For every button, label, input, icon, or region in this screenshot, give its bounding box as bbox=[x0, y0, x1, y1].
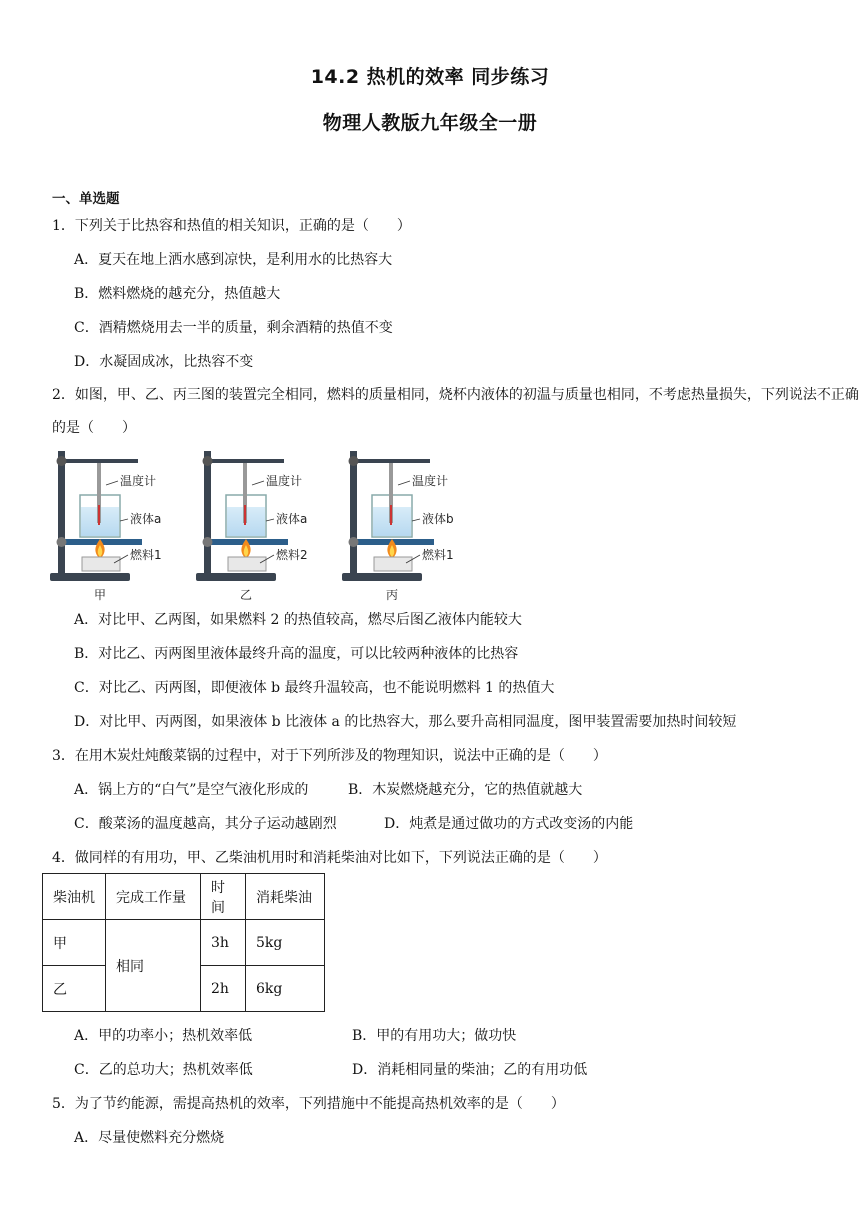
page-title: 14.2 热机的效率 同步练习 bbox=[310, 66, 550, 88]
table-cell-fuel: 5kg bbox=[246, 920, 325, 966]
page-subtitle: 物理人教版九年级全一册 bbox=[322, 112, 538, 134]
q1-option-d[interactable]: D．水凝固成冰，比热容不变 bbox=[74, 354, 254, 370]
q4-option-c[interactable]: C．乙的总功大；热机效率低 bbox=[74, 1062, 253, 1078]
fuel-label: 燃料1 bbox=[422, 548, 454, 562]
apparatus-figure bbox=[44, 447, 484, 607]
question-5-stem: 5．为了节约能源，需提高热机的效率，下列措施中不能提高热机效率的是（ ） bbox=[52, 1096, 565, 1112]
question-3-stem: 3．在用木炭灶炖酸菜锅的过程中，对于下列所涉及的物理知识，说法中正确的是（ ） bbox=[52, 748, 607, 764]
q4-option-b[interactable]: B．甲的有用功大；做功快 bbox=[352, 1028, 517, 1044]
q1-option-c[interactable]: C．酒精燃烧用去一半的质量，剩余酒精的热值不变 bbox=[74, 320, 393, 336]
q4-option-d[interactable]: D．消耗相同量的柴油；乙的有用功低 bbox=[352, 1062, 588, 1078]
thermometer-label: 温度计 bbox=[412, 474, 449, 488]
q3-option-c[interactable]: C．酸菜汤的温度越高，其分子运动越剧烈 bbox=[74, 816, 337, 832]
q4-option-a[interactable]: A．甲的功率小；热机效率低 bbox=[74, 1028, 253, 1044]
q2-option-d[interactable]: D．对比甲、丙两图，如果液体 b 比液体 a 的比热容大，那么要升高相同温度，图甲装置需要加热时间较短 bbox=[74, 714, 737, 730]
panel-bing bbox=[342, 451, 454, 602]
question-4-stem: 4．做同样的有用功，甲、乙柴油机用时和消耗柴油对比如下，下列说法正确的是（ ） bbox=[52, 850, 607, 866]
thermometer-label: 温度计 bbox=[120, 474, 157, 488]
liquid-label: 液体a bbox=[130, 512, 162, 526]
q1-option-a[interactable]: A．夏天在地上洒水感到凉快，是利用水的比热容大 bbox=[74, 252, 393, 268]
table-header-row bbox=[43, 874, 325, 920]
q5-option-a[interactable]: A．尽量使燃料充分燃烧 bbox=[74, 1130, 225, 1146]
q3-option-d[interactable]: D．炖煮是通过做功的方式改变汤的内能 bbox=[384, 816, 634, 832]
panel-caption: 甲 bbox=[94, 588, 107, 602]
comparison-table bbox=[42, 873, 325, 1012]
liquid-label: 液体b bbox=[422, 512, 454, 526]
liquid-label: 液体a bbox=[276, 512, 308, 526]
table-header-cell: 完成工作量 bbox=[106, 874, 201, 920]
panel-caption: 丙 bbox=[386, 588, 399, 602]
section-heading: 一、单选题 bbox=[52, 191, 120, 207]
table-cell-engine: 甲 bbox=[43, 920, 106, 966]
table-cell-work: 相同 bbox=[106, 920, 201, 1012]
q3-option-b[interactable]: B．木炭燃烧越充分，它的热值就越大 bbox=[348, 782, 583, 798]
question-1-stem: 1．下列关于比热容和热值的相关知识，正确的是（ ） bbox=[52, 218, 411, 234]
panel-yi bbox=[196, 451, 308, 602]
q2-option-a[interactable]: A．对比甲、乙两图，如果燃料 2 的热值较高，燃尽后图乙液体内能较大 bbox=[74, 612, 522, 628]
panel-jia bbox=[50, 451, 162, 602]
table-cell-fuel: 6kg bbox=[246, 966, 325, 1012]
fuel-label: 燃料2 bbox=[276, 548, 308, 562]
fuel-label: 燃料1 bbox=[130, 548, 162, 562]
q2-option-b[interactable]: B．对比乙、丙两图里液体最终升高的温度，可以比较两种液体的比热容 bbox=[74, 646, 519, 662]
q2-option-c[interactable]: C．对比乙、丙两图，即便液体 b 最终升温较高，也不能说明燃料 1 的热值大 bbox=[74, 680, 555, 696]
table-header-cell: 消耗柴油 bbox=[246, 874, 325, 920]
table-cell-time: 3h bbox=[201, 920, 246, 966]
panel-caption: 乙 bbox=[240, 588, 253, 602]
table-cell-engine: 乙 bbox=[43, 966, 106, 1012]
question-2-stem: 2．如图，甲、乙、丙三图的装置完全相同，燃料的质量相同，烧杯内液体的初温与质量也相同，不考虑热量损失，下列说法不正确的是（ ） bbox=[52, 387, 859, 436]
q3-option-a[interactable]: A．锅上方的“白气”是空气液化形成的 bbox=[74, 782, 309, 798]
table-row bbox=[43, 920, 325, 966]
table-header-cell: 柴油机 bbox=[43, 874, 106, 920]
q1-option-b[interactable]: B．燃料燃烧的越充分，热值越大 bbox=[74, 286, 281, 302]
table-cell-time: 2h bbox=[201, 966, 246, 1012]
thermometer-label: 温度计 bbox=[266, 474, 303, 488]
table-header-cell: 时间 bbox=[201, 874, 246, 920]
